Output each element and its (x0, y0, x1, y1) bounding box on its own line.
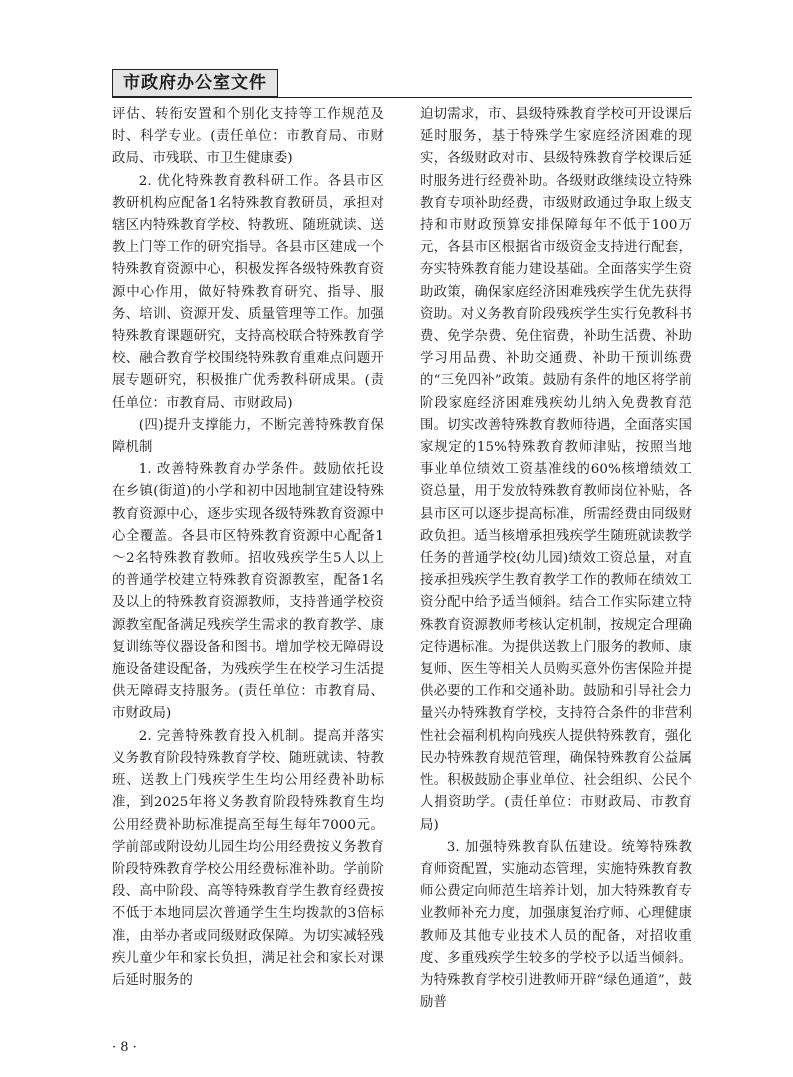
running-header (112, 69, 692, 97)
section-heading: (四)提升支撑能力，不断完善特殊教育保障机制 (112, 417, 384, 456)
paragraph: 评估、转衔安置和个别化支持等工作规范及时、科学专业。(责任单位：市教育局、市财政局、市残联、市卫生健康委) (112, 107, 384, 167)
paragraph: 迫切需求，市、县级特殊教育学校可开设课后延时服务，基于特殊学生家庭经济困难的现实，各级财政对市、县级特殊教育学校课后延时服务进行经费补助。各级财政继续设立特殊教育专项补助经费，市级财政通过争取上级支持和市财政预算安排保障每年不低于100万元，各县市区根据省市级资金支持进行配套，夯实特殊教育能力建设基础。全面落实学生资助政策，确保家庭经济困难残疾学生优先获得资助。对义务教育阶段残疾学生实行免教科书费、免学杂费、免住宿费，补助生活费、补助学习用品费、补助交通费、补助干预训练费的“三免四补”政策。鼓励有条件的地区将学前阶段家庭经济困难残疾幼儿纳入免费教育范围。切实改善特殊教育教师待遇，全面落实国家规定的15%特殊教育教师津贴，按照当地事业单位绩效工资基准线的60%核增绩效工资总量，用于发放特殊教育教师岗位补贴，各县市区可以逐步提高标准，所需经费由同级财政负担。适当核增承担残疾学生随班就读教学任务的普通学校(幼儿园)绩效工资总量，对直接承担残疾学生教育教学工作的教师在绩效工资分配中给予适当倾斜。结合工作实际建立特殊教育资源教师考核认定机制，按规定合理确定待遇标准。为提供送教上门服务的教师、康复师、医生等相关人员购买意外伤害保险并提供必要的工作和交通补助。鼓励和引导社会力量兴办特殊教育学校，支持符合条件的非营利性社会福利机构向残疾人提供特殊教育，强化民办特殊教育规范管理，确保特殊教育公益属性。积极鼓励企事业单位、社会组织、公民个人捐资助学。(责任单位：市财政局、市教育局) (420, 107, 692, 833)
paragraph: 2. 完善特殊教育投入机制。提高并落实义务教育阶段特殊教育学校、随班就读、特教班、送教上门残疾学生生均公用经费补助标准，到2025年将义务教育阶段特殊教育生均公用经费补助标准提高至每生每年7000元。学前部或附设幼儿园生均公用经费按义务教育阶段特殊教育学校公用经费标准补助。学前阶段、高中阶段、高等特殊教育学生教育经费按不低于本地同层次普通学生生均拨款的3倍标准，由举办者或同级财政保障。为切实减轻残疾儿童少年和家长负担，满足社会和家长对课后延时服务的 (112, 728, 384, 988)
header-rule (112, 97, 692, 98)
paragraph: 2. 优化特殊教育教科研工作。各县市区教研机构应配备1名特殊教育教研员，承担对辖区内特殊教育学校、特教班、随班就读、送教上门等工作的研究指导。各县市区建成一个特殊教育资源中心，积极发挥各级特殊教育资源中心作用，做好特殊教育研究、指导、服务、培训、资源开发、质量管理等工作。加强特殊教育课题研究，支持高校联合特殊教育学校、融合教育学校围绕特殊教育重难点问题开展专题研究，积极推广优秀教科研成果。(责任单位：市教育局、市财政局) (112, 173, 384, 411)
page-number: · 8 · (112, 1040, 137, 1055)
right-column (420, 104, 692, 1014)
paragraph: 3. 加强特殊教育队伍建设。统筹特殊教育师资配置，实施动态管理，实施特殊教育教师公费定向师范生培养计划，加大特殊教育专业教师补充力度，加强康复治疗师、心理健康教师及其他专业技术人员的配备，对招收重度、多重残疾学生较多的学校予以适当倾斜。为特殊教育学校引进教师开辟“绿色通道”，鼓励普 (420, 839, 692, 1011)
left-column (112, 104, 384, 992)
header-title: 市政府办公室文件 (112, 69, 278, 97)
paragraph: 1. 改善特殊教育办学条件。鼓励依托设在乡镇(街道)的小学和初中因地制宜建设特殊教育资源中心，逐步实现各级特殊教育资源中心全覆盖。各县市区特殊教育资源中心配备1～2名特殊教育教师。招收残疾学生5人以上的普通学校建立特殊教育资源教室，配备1名及以上的特殊教育资源教师，支持普通学校资源教室配备满足残疾学生需求的教育教学、康复训练等仪器设备和图书。增加学校无障碍设施设备建设配备，为残疾学生在校学习生活提供无障碍支持服务。(责任单位：市教育局、市财政局) (112, 462, 384, 722)
